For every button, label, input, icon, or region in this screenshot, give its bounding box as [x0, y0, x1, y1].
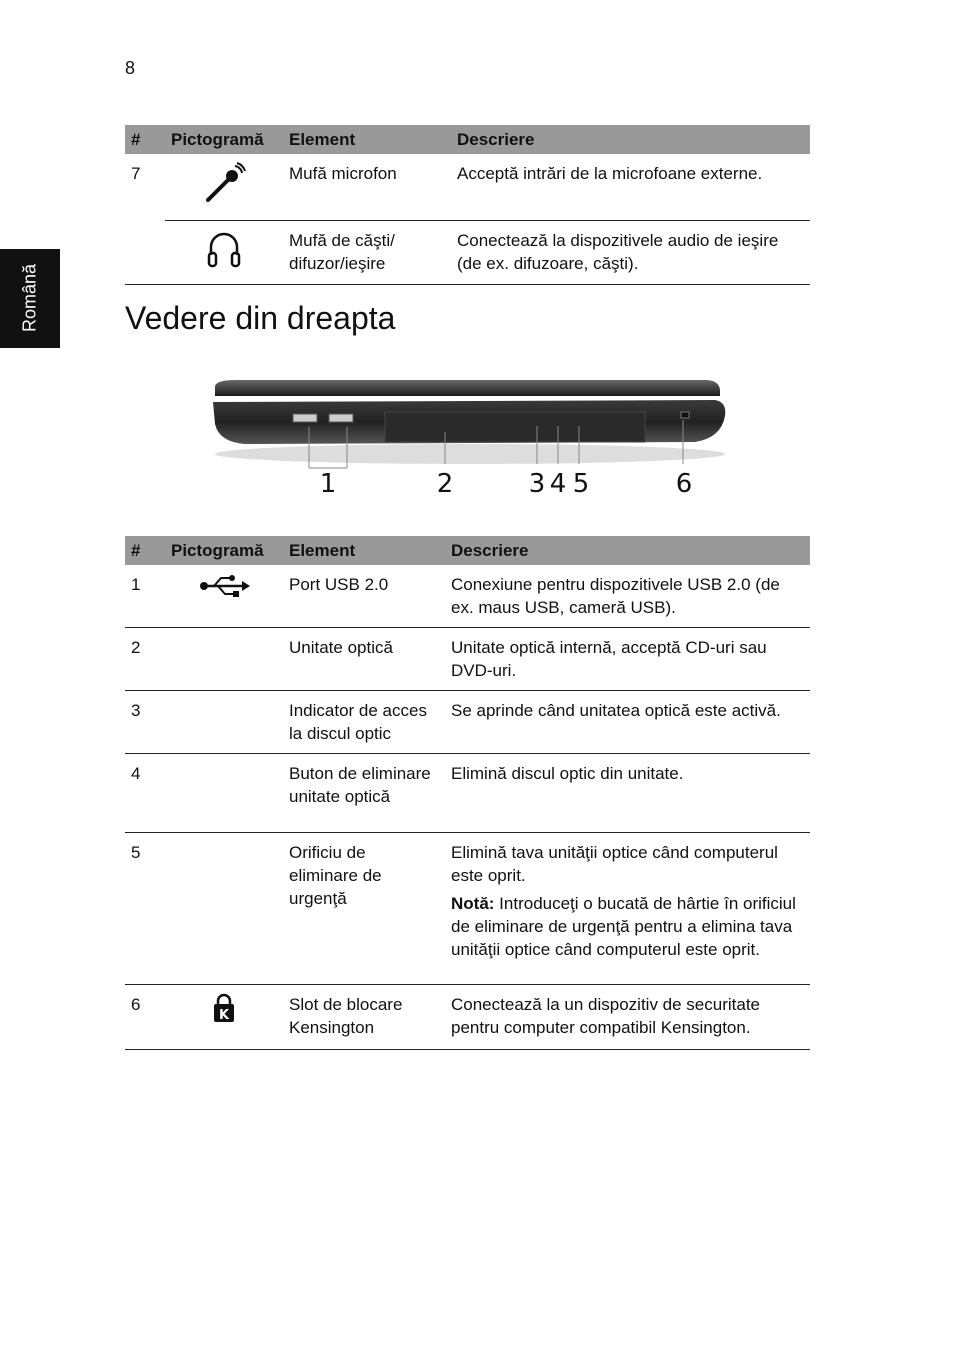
header-icon: Pictogramă: [165, 536, 283, 565]
header-description: Descriere: [451, 125, 810, 154]
table-row: [125, 833, 810, 985]
header-number: #: [125, 536, 165, 565]
row-description: Conexiune pentru dispozitivele USB 2.0 (de ex. maus USB, cameră USB).: [445, 565, 810, 628]
right-side-components-table: [125, 536, 810, 1050]
header-number: #: [125, 125, 165, 154]
row-element: Mufă de căşti/ difuzor/ieşire: [283, 221, 451, 285]
row-description-cell: [445, 833, 810, 985]
callout-5: 5: [572, 469, 590, 499]
headphones-icon: [206, 229, 242, 269]
row-number: 6: [125, 985, 165, 1050]
callout-4: 4: [549, 469, 567, 499]
row-description: Unitate optică internă, acceptă CD-uri sau DVD-uri.: [445, 628, 810, 691]
row-description: Se aprinde când unitatea optică este activă.: [445, 691, 810, 754]
section-title: Vedere din dreapta: [125, 300, 396, 336]
icon-cell: [165, 154, 283, 221]
usb-icon: [198, 573, 250, 599]
table-row: [125, 628, 810, 691]
table-row: [125, 691, 810, 754]
row-element: Unitate optică: [283, 628, 445, 691]
language-label: Română: [19, 263, 40, 333]
note-text: Introduceţi o bucată de hârtie în orificiul de eliminare de urgenţă pentru a elimina tava unităţii optice când computerul este oprit.: [451, 894, 796, 959]
row-number: 4: [125, 754, 165, 833]
svg-text:K: K: [218, 1008, 230, 1023]
callout-1: 1: [319, 469, 337, 499]
row-number: 3: [125, 691, 165, 754]
header-description: Descriere: [445, 536, 810, 565]
table-header-row: [125, 536, 810, 565]
language-side-tab: [0, 249, 60, 348]
row-description: Conectează la un dispozitiv de securitate pentru computer compatibil Kensington.: [445, 985, 810, 1050]
kensington-lock-icon: [212, 993, 236, 1023]
icon-cell: [165, 833, 283, 985]
table-header-row: [125, 125, 810, 154]
row-element: Port USB 2.0: [283, 565, 445, 628]
icon-cell: [165, 754, 283, 833]
header-icon: Pictogramă: [165, 125, 283, 154]
laptop-right-side-illustration: [205, 372, 735, 507]
row-number: 2: [125, 628, 165, 691]
table-row: [125, 754, 810, 833]
icon-cell: [165, 985, 283, 1050]
row-element: Slot de blocare Kensington: [283, 985, 445, 1050]
row-description: Acceptă intrări de la microfoane externe.: [451, 154, 810, 221]
table-row: [125, 221, 810, 285]
row-element: Mufă microfon: [283, 154, 451, 221]
table-row: [125, 985, 810, 1050]
header-element: Element: [283, 536, 445, 565]
icon-cell: [165, 691, 283, 754]
page-number: 8: [125, 58, 136, 78]
table-row: [125, 154, 810, 221]
row-element: Buton de eliminare unitate optică: [283, 754, 445, 833]
microphone-icon: [202, 162, 246, 206]
note-label: Notă:: [451, 894, 495, 913]
row-description: Elimină tava unităţii optice când computerul este oprit.: [451, 843, 778, 885]
row-description: Conectează la dispozitivele audio de ieşire (de ex. difuzoare, căşti).: [451, 221, 810, 285]
row-number: 5: [125, 833, 165, 985]
row-number: 1: [125, 565, 165, 628]
callout-2: 2: [436, 469, 454, 499]
header-element: Element: [283, 125, 451, 154]
row-number: 7: [125, 154, 165, 285]
audio-ports-table: [125, 125, 810, 285]
callout-3: 3: [528, 469, 546, 499]
row-description: Elimină discul optic din unitate.: [445, 754, 810, 833]
icon-cell: [165, 565, 283, 628]
icon-cell: [165, 221, 283, 285]
row-element: Indicator de acces la discul optic: [283, 691, 445, 754]
note-paragraph: [451, 892, 804, 961]
icon-cell: [165, 628, 283, 691]
table-row: [125, 565, 810, 628]
row-element: Orificiu de eliminare de urgenţă: [283, 833, 445, 985]
callout-6: 6: [675, 469, 693, 499]
